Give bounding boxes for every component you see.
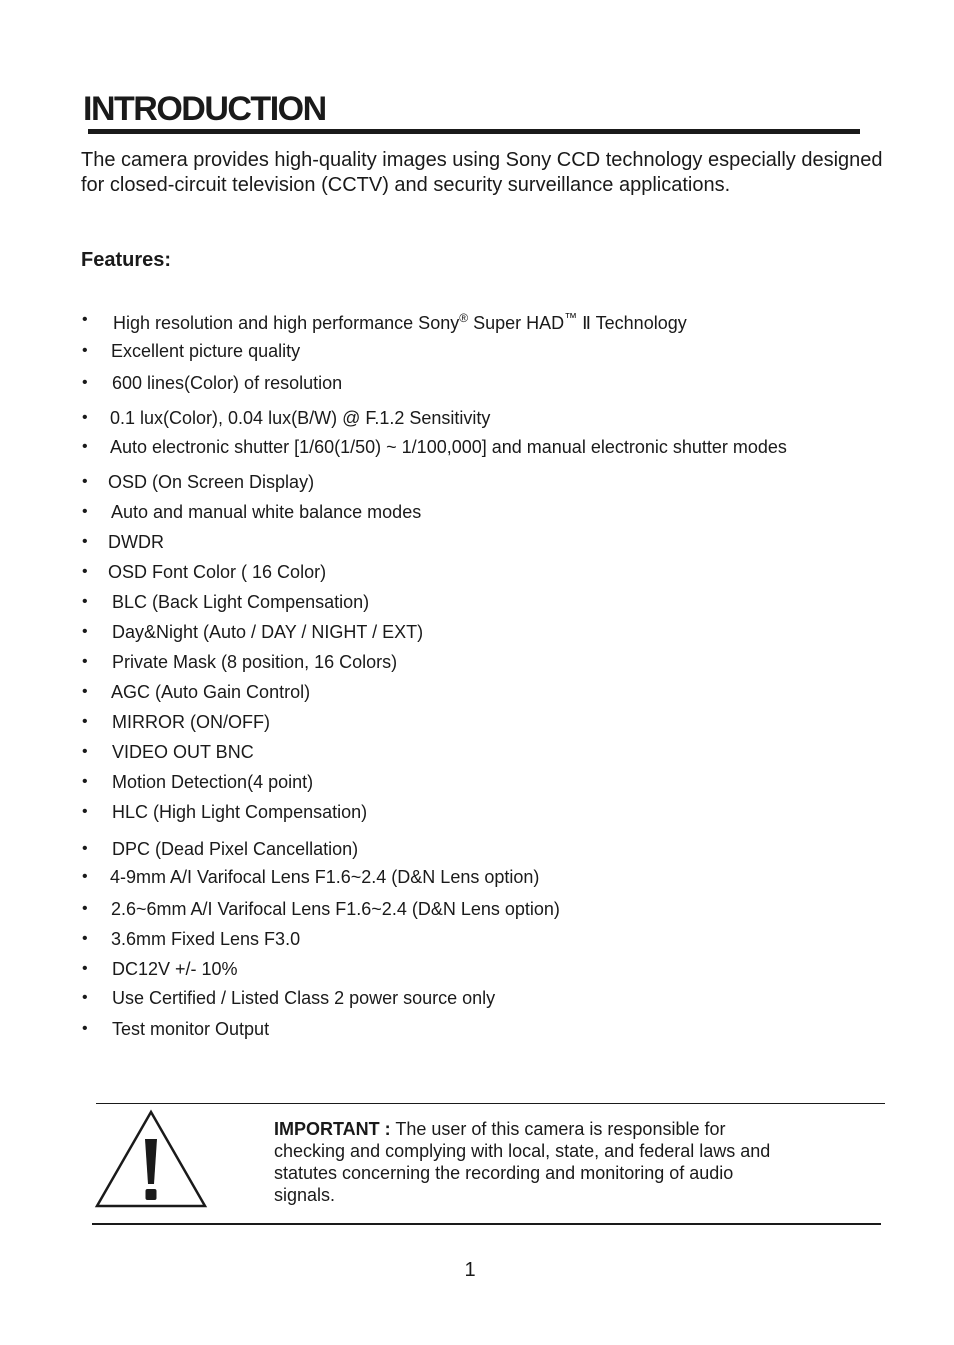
bullet-icon: • <box>82 563 88 580</box>
list-item <box>112 772 313 793</box>
list-item <box>112 742 254 763</box>
feature-text: 3.6mm Fixed Lens F3.0 <box>111 929 301 949</box>
feature-text: Day&Night (Auto / DAY / NIGHT / EXT) <box>112 622 424 642</box>
list-item <box>112 373 342 394</box>
feature-text: HLC (High Light Compensation) <box>112 802 368 822</box>
feature-text: 2.6~6mm A/I Varifocal Lens F1.6~2.4 (D&N Lens option) <box>111 899 560 919</box>
list-item <box>108 532 164 553</box>
list-item <box>112 652 397 673</box>
feature-text: MIRROR (ON/OFF) <box>112 712 270 732</box>
feature-text: OSD (On Screen Display) <box>108 472 315 492</box>
bullet-icon: • <box>82 374 88 391</box>
bullet-icon: • <box>82 960 88 977</box>
list-item <box>112 802 367 823</box>
bullet-icon: • <box>82 311 88 328</box>
feature-text: 4-9mm A/I Varifocal Lens F1.6~2.4 (D&N Lens option) <box>110 867 540 887</box>
list-item <box>111 899 560 920</box>
bullet-icon: • <box>82 868 88 885</box>
feature-text: 0.1 lux(Color), 0.04 lux(B/W) @ F.1.2 Sensitivity <box>110 408 491 428</box>
features-heading: Features: <box>81 249 172 271</box>
notice-top-rule <box>96 1103 885 1104</box>
list-item <box>112 712 270 733</box>
feature-text: Use Certified / Listed Class 2 power source only <box>112 988 496 1008</box>
bullet-icon: • <box>82 1020 88 1037</box>
list-item <box>110 408 490 429</box>
roman-numeral: Ⅱ <box>577 313 596 333</box>
feature-text: VIDEO OUT BNC <box>112 742 254 762</box>
feature-text: Motion Detection(4 point) <box>112 772 314 792</box>
notice-bottom-rule <box>92 1223 881 1225</box>
bullet-icon: • <box>82 409 88 426</box>
feature-text: OSD Font Color ( 16 Color) <box>108 562 327 582</box>
feature-text: AGC (Auto Gain Control) <box>111 682 311 702</box>
warning-triangle-icon <box>94 1109 208 1209</box>
feature-text: Super HAD <box>468 313 565 333</box>
list-item <box>108 472 314 493</box>
feature-text: DWDR <box>108 532 164 552</box>
list-item <box>112 839 358 860</box>
list-item <box>111 502 421 523</box>
feature-text: Auto electronic shutter [1/60(1/50) ~ 1/100,000] and manual electronic shutter modes <box>110 437 787 457</box>
bullet-icon: • <box>82 473 88 490</box>
feature-text: Excellent picture quality <box>111 341 301 361</box>
feature-text: DPC (Dead Pixel Cancellation) <box>112 839 359 859</box>
registered-mark: ® <box>459 311 469 325</box>
list-item <box>112 592 369 613</box>
feature-text: 600 lines(Color) of resolution <box>112 373 343 393</box>
feature-text: DC12V +/- 10% <box>112 959 238 979</box>
title-underline <box>88 129 860 134</box>
bullet-icon: • <box>82 930 88 947</box>
list-item <box>113 310 687 334</box>
bullet-icon: • <box>82 533 88 550</box>
feature-text: Technology <box>595 313 687 333</box>
bullet-icon: • <box>82 803 88 820</box>
important-text: The user of this camera is responsible for checking and complying with local, state, and federal laws and statutes concerning the recording and monitoring of audio signals. <box>274 1119 771 1205</box>
feature-text: Test monitor Output <box>112 1019 270 1039</box>
bullet-icon: • <box>82 623 88 640</box>
list-item <box>112 622 423 643</box>
bullet-icon: • <box>82 743 88 760</box>
feature-text: High resolution and high performance Sony <box>113 313 460 333</box>
bullet-icon: • <box>82 342 88 359</box>
list-item <box>112 988 495 1009</box>
trademark-mark: ™ <box>564 310 578 325</box>
list-item <box>112 1019 269 1040</box>
bullet-icon: • <box>82 438 88 455</box>
bullet-icon: • <box>82 773 88 790</box>
important-notice <box>274 1118 784 1206</box>
bullet-icon: • <box>82 713 88 730</box>
bullet-icon: • <box>82 900 88 917</box>
bullet-icon: • <box>82 503 88 520</box>
page-number: 1 <box>464 1259 476 1281</box>
intro-paragraph: The camera provides high-quality images using Sony CCD technology especially designed for closed-circuit television (CCTV) and security surveillance applications. <box>81 149 883 196</box>
list-item <box>111 929 300 950</box>
list-item <box>110 867 539 888</box>
bullet-icon: • <box>82 683 88 700</box>
feature-text: Private Mask (8 position, 16 Colors) <box>112 652 398 672</box>
list-item <box>111 682 310 703</box>
feature-text: BLC (Back Light Compensation) <box>112 592 370 612</box>
important-label: IMPORTANT : <box>274 1119 391 1139</box>
bullet-icon: • <box>82 989 88 1006</box>
bullet-icon: • <box>82 653 88 670</box>
feature-text: Auto and manual white balance modes <box>111 502 422 522</box>
list-item <box>111 341 300 362</box>
bullet-icon: • <box>82 840 88 857</box>
list-item <box>108 562 326 583</box>
list-item <box>112 959 238 980</box>
list-item <box>110 437 787 458</box>
page-title: INTRODUCTION <box>83 90 326 128</box>
bullet-icon: • <box>82 593 88 610</box>
